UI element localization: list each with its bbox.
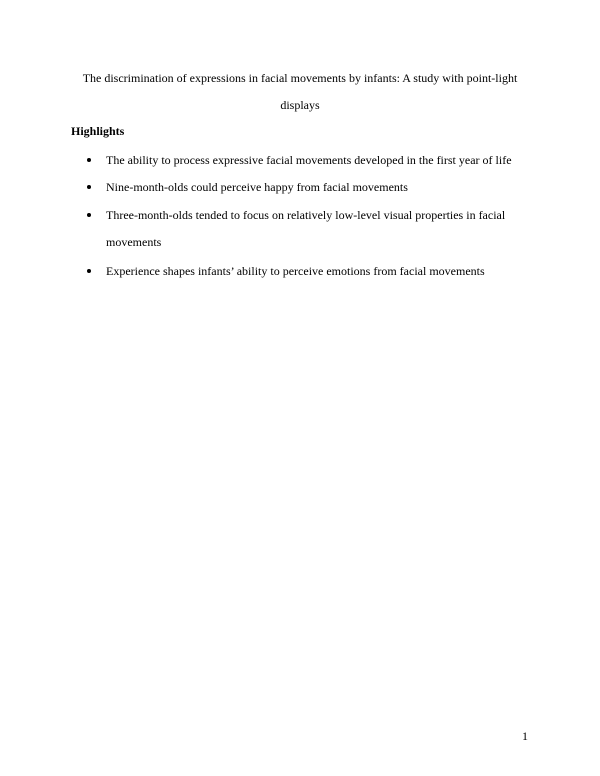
bullet-icon: [87, 213, 91, 217]
highlight-text: Three-month-olds tended to focus on relatively low-level visual properties in facial movements: [106, 208, 506, 249]
highlight-text: Experience shapes infants’ ability to perceive emotions from facial movements: [106, 264, 485, 278]
highlight-text: The ability to process expressive facial movements developed in the first year of life: [106, 153, 512, 167]
document-title-line-2: displays: [280, 98, 320, 112]
document-title-line-1: The discrimination of expressions in facial movements by infants: A study with point-light: [82, 71, 518, 85]
bullet-icon: [87, 158, 91, 162]
highlight-text: Nine-month-olds could perceive happy from facial movements: [106, 180, 408, 194]
highlights-heading: Highlights: [71, 124, 125, 138]
bullet-icon: [87, 269, 91, 273]
bullet-icon: [87, 185, 91, 189]
page-number: 1: [522, 729, 528, 743]
